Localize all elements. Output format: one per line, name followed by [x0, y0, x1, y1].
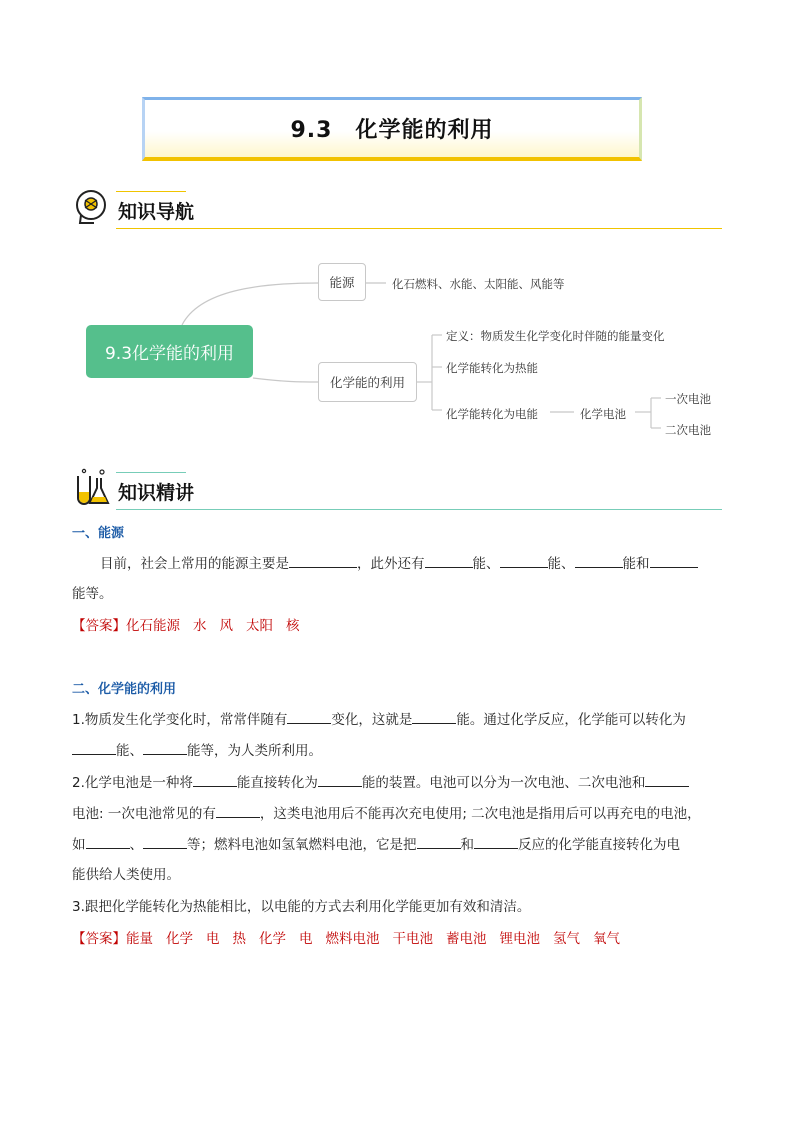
nav-section-title: 知识导航 [118, 201, 195, 223]
mindmap-to-heat: 化学能转化为热能 [446, 361, 538, 375]
section1-heading: 一、能源 [72, 526, 125, 541]
section1-question-line1: 目前，社会上常用的能源主要是 ，此外还有 能、 能、 能和 [100, 553, 698, 574]
mindmap-energy-detail: 化石燃料、水能、太阳能、风能等 [392, 277, 565, 291]
flask-icon [72, 468, 112, 508]
mindmap-node-use: 化学能的利用 [318, 362, 417, 402]
section2-line2: 能、 能等，为人类所利用。 [72, 740, 322, 761]
section1-question-line2: 能等。 [72, 586, 113, 602]
lecture-section-title: 知识精讲 [118, 482, 195, 504]
section2-heading: 二、化学能的利用 [72, 682, 177, 697]
mindmap-root: 9.3化学能的利用 [86, 325, 253, 378]
mindmap-secondary-battery: 二次电池 [665, 423, 711, 437]
mindmap-definition: 定义：物质发生化学变化时伴随的能量变化 [446, 329, 665, 343]
section1-answer: 【答案】化石能源 水 风 太阳 核 [72, 618, 300, 634]
section2-line5: 如 、 等；燃料电池如氢氧燃料电池，它是把 和 反应的化学能直接转化为电 [72, 834, 680, 855]
title-banner [142, 97, 642, 161]
section2-line4: 电池: 一次电池常见的有 ，这类电池用后不能再次充电使用; 二次电池是指用后可以再充电的电池， [72, 803, 701, 824]
mindmap-battery: 化学电池 [580, 407, 626, 421]
section2-line6: 能供给人类使用。 [72, 867, 180, 883]
section2-line7: 3.跟把化学能转化为热能相比，以电能的方式去利用化学能更加有效和清洁。 [72, 899, 531, 915]
mindmap-primary-battery: 一次电池 [665, 392, 711, 406]
section2-line1: 1.物质发生化学变化时，常常伴随有 变化，这就是 能。通过化学反应，化学能可以转化为 [72, 709, 686, 730]
section2-line3: 2.化学电池是一种将 能直接转化为 能的装置。电池可以分为一次电池、二次电池和 [72, 772, 689, 793]
nav-section-header [72, 189, 722, 229]
page-title: 9.3 化学能的利用 [290, 118, 494, 143]
section2-answer: 【答案】能量 化学 电 热 化学 电 燃料电池 干电池 蓄电池 锂电池 氢气 氧气 [72, 931, 620, 947]
mindmap-node-energy: 能源 [318, 263, 366, 301]
brain-head-icon [72, 187, 112, 227]
lecture-section-header [72, 470, 722, 510]
mindmap-to-electric: 化学能转化为电能 [446, 407, 538, 421]
